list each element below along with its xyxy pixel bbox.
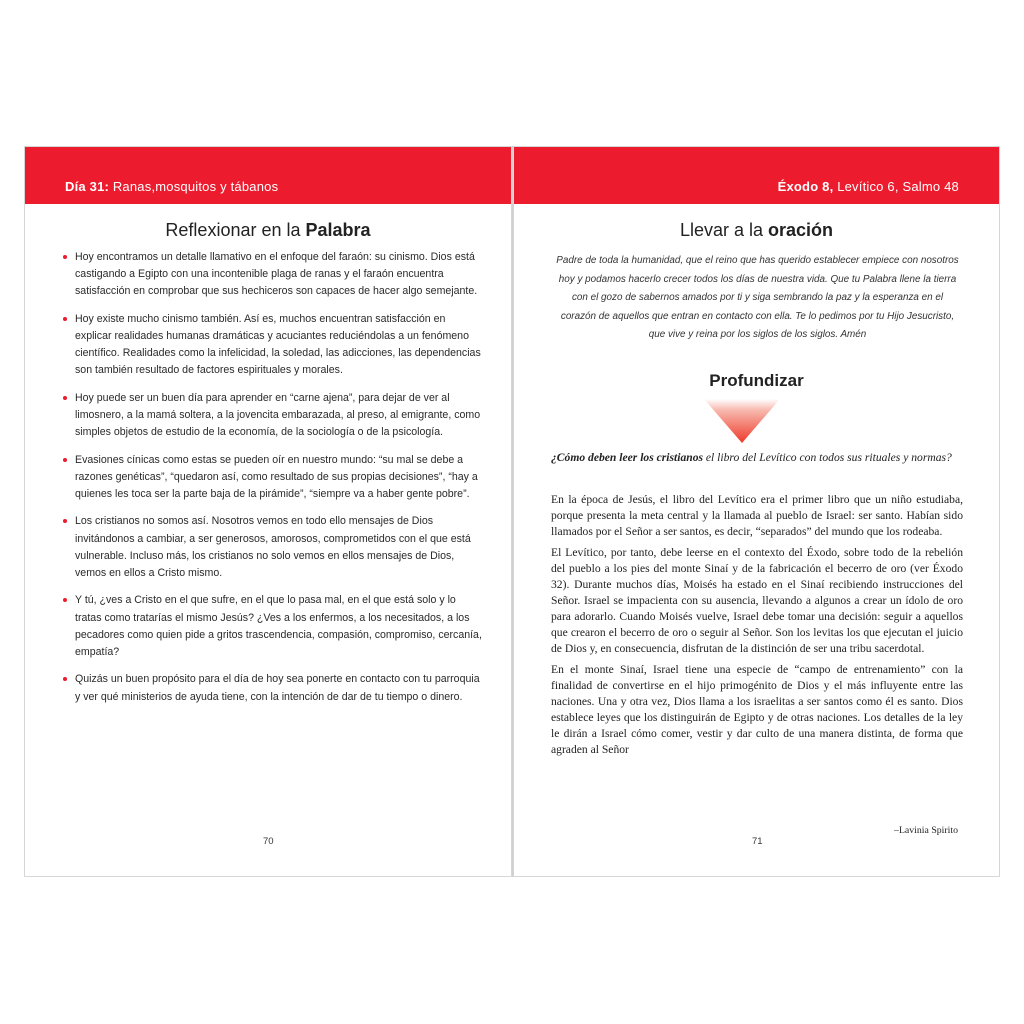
section-title-bold: Palabra [305,220,371,240]
section-title-bold: oración [768,220,834,240]
bullet-text: Hoy puede ser un buen día para aprender en “carne ajena”, para dejar de ver al limosnero, a la mamá soltera, a la jovencita embarazada, al preso, al emigrante, como simples objetos de estudio de la economía, de la sociología o de la psicología. [75,391,481,439]
question-rest: el libro del Levítico con todos sus rituales y normas? [703,451,952,464]
right-page [513,146,1000,877]
bullet-item [63,671,483,705]
bullet-text: Hoy existe mucho cinismo también. Así es, muchos encuentran satisfacción en explicar realidades humanas dramáticas y acuciantes reduciéndolas a un fenómeno científico. Realidades como la infelicidad, la soledad, las adicciones, las dependencias son también resultado de factores espirituales y morales. [75,312,481,377]
body-paragraph: El Levítico, por tanto, debe leerse en el contexto del Éxodo, sobre todo de la rebelión del pueblo a los pies del monte Sinaí y de la fabricación el becerro de oro (ver Éxodo 32). Durante muchos días, Moisés ha estado en el Sinaí recibiendo instrucciones del Señor. Israel se impacienta con su ausencia, llevando a algunos a crear un ídolo de oro para adorarlo. Cuando Moisés vuelve, Israel debe tomar una decisión: seguir a aquellos que crearon el becerro de oro o seguir al Señor. Son los levitas los que ejecutan el juicio de Dios y, en consecuencia, disfrutan de la distinción de ser una tribu sacerdotal. [551,545,963,656]
left-page-number: 70 [263,836,274,847]
reflection-bullet-list [63,249,483,716]
bullet-item [63,390,483,442]
right-page-number: 71 [752,836,763,847]
left-header-text [65,179,278,194]
bullet-dot-icon [63,598,67,602]
bullet-text: Hoy encontramos un detalle llamativo en el enfoque del faraón: su cinismo. Dios está castigando a Egipto con una incontenible plaga de ranas y el faraón encuentra satisfacción en comprobar que sus hechiceros son capaces de hacer algo semejante. [75,251,478,298]
bullet-dot-icon [63,255,67,259]
down-triangle-icon [704,399,780,443]
bullet-text: Y tú, ¿ves a Cristo en el que sufre, en el que lo pasa mal, en el que está solo y lo tratas como tratarías el mismo Jesús? ¿Ves a los enfermos, a los necesitados, a los pecadores como quien pide a gritos trascendencia, compasión, compromiso, cercanía, empatía? [75,594,482,658]
deepen-title: Profundizar [709,371,804,390]
bullet-item [63,249,483,301]
body-paragraph: En la época de Jesús, el libro del Levítico era el primer libro que un niño estudiaba, porque presenta la meta central y la llamada al pueblo de Israel: ser santo. Habían sido llamados por el Señor a ser santos, es decir, “separados” del mundo que los rodeaba. [551,493,963,539]
scripture-primary: Éxodo 8, [777,179,834,194]
bullet-item [63,513,483,582]
bullet-dot-icon [63,458,67,462]
day-label: Día 31: [65,179,110,194]
bullet-item [63,592,483,661]
section-title-plain: Llevar a la [679,220,769,240]
scripture-rest: Levítico 6, Salmo 48 [833,179,959,194]
bullet-text: Los cristianos no somos así. Nosotros vemos en todo ello mensajes de Dios invitándonos a cambiar, a ser generosos, amorosos, comprometidos con el que está vulnerable. Incluso más, los cristianos no solo vemos en ellos mensajes de Dios, vemos en ellos a Cristo mismo. [75,515,471,579]
section-title-plain: Reflexionar en la [165,220,306,240]
bullet-dot-icon [63,317,67,321]
prayer-section-title [514,220,999,241]
bullet-text: Evasiones cínicas como estas se pueden oír en nuestro mundo: “su mal se debe a razones genéticas”, “quedaron así, como resultado de sus propias decisiones”, “hay a quienes les toca ser la parte baja de la pirámide”, “siempre va a haber gente pobre”. [75,453,478,500]
bullet-item [63,452,483,504]
author-signature: –Lavinia Spirito [894,825,958,836]
day-title: Ranas,mosquitos y tábanos [109,179,279,194]
question-bold: ¿Cómo deben leer los cristianos [551,451,704,464]
left-header-band [25,147,511,204]
left-page [24,146,512,877]
deepen-question [551,450,963,467]
right-header-text [778,179,959,194]
prayer-text: Padre de toda la humanidad, que el reino que has querido establecer empiece con nosotros hoy y podamos hacerlo crecer todos los días de nuestra vida. Que tu Palabra llene la tierra con el gozo de sabernos amados por ti y siga sembrando la paz y la esperanza en el corazón de aquellos que entran en contacto con ella. Te lo pedimos por tu Hijo Jesucristo, que vive y reina por los siglos de los siglos. Amén [556,255,959,341]
reflect-section-title [25,220,511,241]
right-header-band [514,147,999,204]
bullet-dot-icon [63,396,67,400]
bullet-item [63,311,483,380]
body-paragraph: En el monte Sinaí, Israel tiene una especie de “campo de entrenamiento” con la finalidad de convertirse en el hijo primogénito de Dios y el más influyente entre las naciones. Una y otra vez, Dios llama a los israelitas a ser santos como él es santo. Dios establece leyes que los distinguirán de Egipto y de otras naciones. Los detalles de la ley le dirán a Israel cómo comer, vestir y dar culto de una manera distinta, de forma que agraden al Señor [551,662,963,757]
bullet-dot-icon [63,677,67,681]
deepen-body [551,492,963,763]
bullet-text: Quizás un buen propósito para el día de hoy sea ponerte en contacto con tu parroquia y ver qué ministerios de ayuda tiene, con la intención de dar de tu tiempo o dinero. [75,673,480,703]
bullet-dot-icon [63,519,67,523]
